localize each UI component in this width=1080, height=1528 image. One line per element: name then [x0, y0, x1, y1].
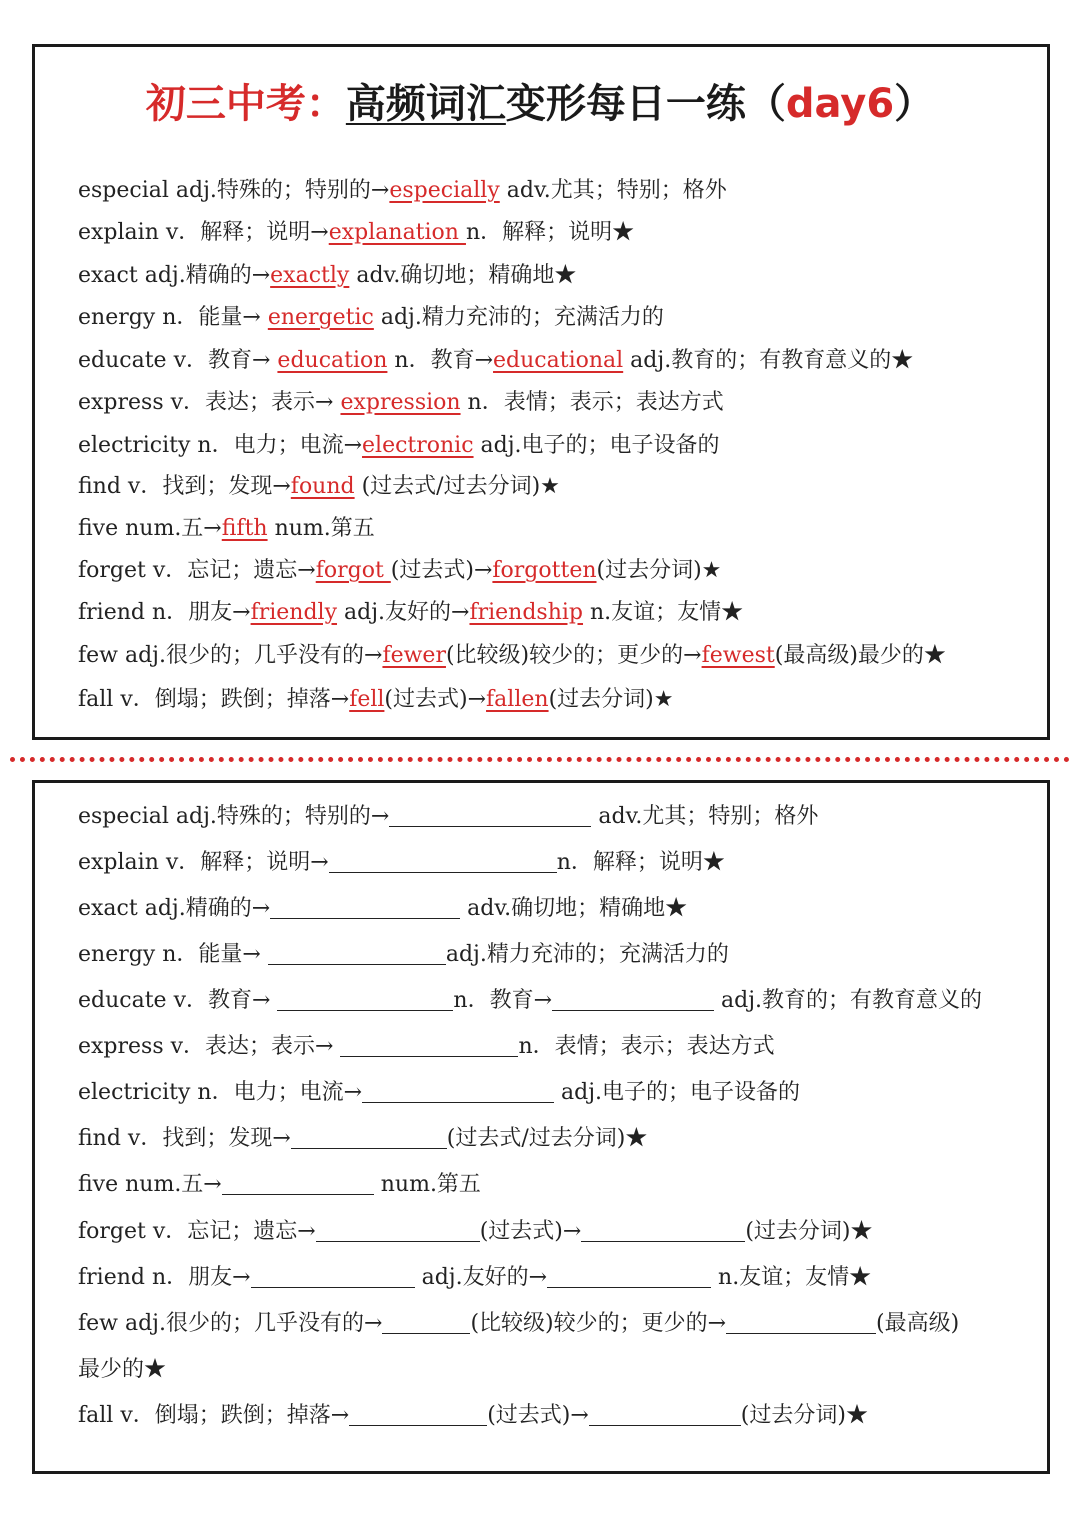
exercise-line: 最少的★ — [78, 1357, 167, 1382]
answer-blank[interactable] — [382, 1311, 470, 1334]
answer-word: forgotten — [492, 558, 597, 583]
answer-word: forgot — [315, 558, 391, 583]
exercise-line: electricity n．电力；电流→ adj.电子的；电子设备的 — [78, 1080, 801, 1105]
answer-blank[interactable] — [277, 988, 453, 1011]
dotted-divider — [10, 757, 1070, 762]
exercise-line: few adj.很少的；几乎没有的→ (比较级)较少的；更少的→ (最高级) — [78, 1311, 960, 1336]
answer-line: find v．找到；发现→found (过去式/过去分词)★ — [78, 474, 560, 499]
answer-blank[interactable] — [349, 1403, 487, 1426]
answer-blank[interactable] — [329, 850, 557, 873]
answer-word: friendly — [250, 600, 338, 625]
exercise-line: explain v．解释；说明→ n．解释；说明★ — [78, 850, 725, 875]
exercise-line: energy n．能量→ adj.精力充沛的；充满活力的 — [78, 942, 729, 967]
answer-word: fell — [349, 687, 385, 712]
answer-word: fewer — [382, 643, 446, 668]
answer-word: found — [290, 474, 355, 499]
answer-blank[interactable] — [552, 988, 714, 1011]
title-rest: 变形每日一练（ — [505, 81, 786, 127]
answer-line: few adj.很少的；几乎没有的→fewer(比较级)较少的；更少的→fewest(最高级)最少的★ — [78, 643, 946, 668]
answer-line: educate v．教育→ education n．教育→educational adj.教育的；有教育意义的★ — [78, 348, 914, 373]
answer-line: express v．表达；表示→ expression n．表情；表示；表达方式 — [78, 390, 724, 415]
exercise-line: express v．表达；表示→ n．表情；表示；表达方式 — [78, 1034, 775, 1059]
answer-blank[interactable] — [291, 1126, 447, 1149]
answer-word: fallen — [486, 687, 549, 712]
answer-word: energetic — [267, 305, 374, 330]
exercise-line: five num.五→ num.第五 — [78, 1172, 481, 1197]
answer-word: educational — [493, 348, 624, 373]
answer-blank[interactable] — [589, 1403, 741, 1426]
answer-blank[interactable] — [268, 942, 446, 965]
title-day: day6 — [785, 81, 895, 127]
answer-blank[interactable] — [222, 1172, 374, 1195]
answer-blank[interactable] — [251, 1265, 415, 1288]
answer-word: electronic — [362, 433, 474, 458]
answer-line: exact adj.精确的→exactly adv.确切地；精确地★ — [78, 263, 577, 288]
answer-word: explanation — [328, 220, 466, 245]
answer-line: especial adj.特殊的；特别的→especially adv.尤其；特别；格外 — [78, 178, 727, 203]
answer-line: fall v．倒塌；跌倒；掉落→fell(过去式)→fallen(过去分词)★ — [78, 687, 674, 712]
answer-blank[interactable] — [362, 1080, 554, 1103]
answer-word: expression — [340, 390, 461, 415]
title-prefix: 初三中考： — [145, 81, 346, 127]
answer-blank[interactable] — [316, 1219, 480, 1242]
answer-word: fewest — [701, 643, 775, 668]
answer-blank[interactable] — [547, 1265, 711, 1288]
exercise-line: find v．找到；发现→ (过去式/过去分词)★ — [78, 1126, 648, 1151]
exercise-line: especial adj.特殊的；特别的→ adv.尤其；特别；格外 — [78, 804, 819, 829]
answer-blank[interactable] — [270, 896, 460, 919]
exercise-line: fall v．倒塌；跌倒；掉落→ (过去式)→ (过去分词)★ — [78, 1403, 868, 1428]
answer-word: education — [277, 348, 388, 373]
exercise-line: friend n．朋友→ adj.友好的→ n.友谊；友情★ — [78, 1265, 872, 1290]
title-close: ） — [894, 81, 935, 127]
page-title — [0, 72, 1080, 129]
answer-line: forget v．忘记；遗忘→forgot (过去式)→forgotten(过去分词)★ — [78, 558, 722, 583]
answer-word: friendship — [469, 600, 584, 625]
answer-blank[interactable] — [340, 1034, 518, 1057]
answer-word: especially — [389, 178, 500, 203]
answer-line: five num.五→fifth num.第五 — [78, 516, 375, 541]
exercise-line: educate v．教育→ n．教育→ adj.教育的；有教育意义的 — [78, 988, 983, 1013]
answer-blank[interactable] — [726, 1311, 876, 1334]
title-underlined: 高频词汇 — [345, 81, 506, 127]
exercise-line: forget v．忘记；遗忘→ (过去式)→ (过去分词)★ — [78, 1219, 873, 1244]
answer-line: energy n．能量→ energetic adj.精力充沛的；充满活力的 — [78, 305, 664, 330]
exercise-line: exact adj.精确的→ adv.确切地；精确地★ — [78, 896, 688, 921]
answer-word: fifth — [221, 516, 268, 541]
answer-word: exactly — [270, 263, 350, 288]
answer-line: friend n．朋友→friendly adj.友好的→friendship n.友谊；友情★ — [78, 600, 744, 625]
answer-line: explain v．解释；说明→explanation n．解释；说明★ — [78, 220, 635, 245]
answer-blank[interactable] — [581, 1219, 745, 1242]
answer-line: electricity n．电力；电流→electronic adj.电子的；电子设备的 — [78, 433, 720, 458]
answer-blank[interactable] — [389, 804, 591, 827]
